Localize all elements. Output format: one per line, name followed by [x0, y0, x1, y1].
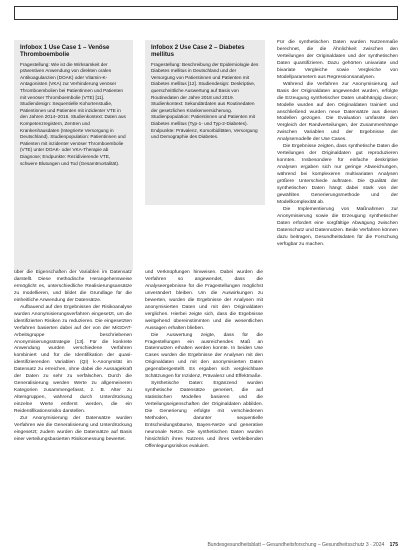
infobox-2-body: Fragestellung: Beschreibung der Epidemiologie des Diabetes mellitus in Deutschland und der Versorgung von Patientinnen und Patienten mit Diabetes mellitus [12]. Studiendesign: Deskriptive, querschnittliche Auswertung auf Basis von Routinedaten der Jahre 2018 und 2019. Studienkontext: Sekundärdaten aus Routinedaten der gesetzlichen Krankenversicherung. Studienpopulation: Patientinnen und Patienten mit Diabetes mellitus (Typ-1- und Typ-2-Diabetes). Endpunkte: Prävalenz, Komorbiditäten, Versorgung und Demographie des Diabetes.	[151, 61, 259, 140]
paragraph: Aufbauend auf den Ergebnissen der Risikoanalyse wurden Anonymisierungsverfahren eingesetzt, um die identifizierten Risiken zu reduzieren. Die eingesetzten Verfahren basierten dabei auf der von der MiGDAT-Arbeitsgruppe beschriebenen Anonymisierungsstrategie [13]. Für die konkrete Anwendung wurden verschiedene Verfahren kombiniert und für die Identifikation der quasi-identifizierenden Variablen (QI) k-Anonymität im Datensatz zu erreichen, ohne dabei die Aussagekraft der Daten zu sehr zu verfälschen. Durch die Generalisierung werden Werte zu allgemeineren Kategorien zusammengefasst, z. B. Alter zu Altersgruppen, während durch Unterdrückung einzelne Werte entfernt werden, die ein Reidentifikationsrisiko darstellen.	[14, 304, 132, 415]
paragraph: Zur Anonymisierung der Datensätze wurden Verfahren wie die Generalisierung und Unterdrückung eingesetzt; zudem wurden die Datensätze auf Basis einer verteilungsbasierten Risikomessung bewertet.	[14, 416, 132, 442]
text-column-3	[277, 40, 398, 249]
journal-citation: Bundesgesundheitsblatt – Gesundheitsforschung – Gesundheitsschutz 3 · 2024	[207, 542, 385, 548]
page-footer	[14, 542, 398, 548]
infobox-1-title: Infobox 1 Use Case 1 – Venöse Thromboembolie	[20, 44, 110, 59]
infobox-1-body: Fragestellung: Wie ist die Wirksamkeit der präventiven Anwendung von direkten oralen Antikoagulanzien (DOAK) oder Vitamin-K-Antagonisten (VKA) zur Verhinderung venöser Thromboembolien bei Patientinnen und Patienten mit venöser Thromboembolie (VTE) [11]. Studiendesign: Sequentielle Kohortenstudie, Patientinnen und Patienten mit inzidenter VTE in den Jahren 2014–2016. Studienkontext: Daten aus Kompetenzregistern, Zentren und Krankenhausdaten (Integrierte Versorgung in Deutschland). Studienpopulation: Patientinnen und Patienten mit inzidenter venöser Thromboembolie (VTE) unter DOAK- oder VKA-Therapie ab Diagnose; Endpunkte: Rezidivierende VTE, schwere Blutungen und Tod (Gesamtmortalität).	[20, 61, 126, 166]
paragraph: Die Auswertung zeigte, dass für die Fragestellungen ein ausreichendes Maß an Datennutzen erhalten werden konnte. In beiden Use Cases wurden die Ergebnisse der Analysen mit den Originaldaten und mit den anonymisierten Daten gegenübergestellt. Es ergaben sich vergleichbare Schätzungen für Inzidenz, Prävalenz und Effektmaße.	[145, 332, 263, 380]
infobox-1	[14, 40, 133, 270]
paragraph: über die Eigenschaften der Variablen im Datensatz darstellt. Diese methodische Herangehensweise ermöglicht es, unterschiedliche Realisierungsansätze zu modellieren, und bildet die Grundlage für die einheitliche Anwendung der Datensätze.	[14, 270, 132, 303]
paragraph: Die Implementierung von Maßnahmen zur Anonymisierung sowie die Erzeugung synthetischer Daten erfordert eine sorgfältige Abwägung zwischen Datenschutz und Datennutzen. Beide Verfahren können dazu beitragen, Gesundheitsdaten für die Forschung verfügbar zu machen.	[277, 206, 398, 247]
paragraph: Während die Verfahren zur Anonymisierung auf Basis der Originaldaten angewendet wurden, erfolgte die Erzeugung synthetischer Daten unabhängig davon; Modelle wurden auf den Originaldaten trainiert und anschließend wurden neue Datensätze aus diesen Modellen gezogen. Die Evaluation umfasste den Vergleich der Randverteilungen, der Zusammenhänge zwischen Variablen und der Ergebnisse der Analysemodelle der Use Cases.	[277, 81, 398, 143]
paragraph: und Verknüpfungen hinweisen. Dabei wurden die Verfahren so angewendet, dass die Analyseergebnisse für die Fragestellungen möglichst unverändert bleiben. Um die Auswirkungen zu bewerten, wurden die Ergebnisse der Analysen mit anonymisierten Daten und mit den Originaldaten verglichen. Hierbei zeigte sich, dass die Ergebnisse weitgehend übereinstimmten und die wesentlichen Aussagen erhalten blieben.	[145, 270, 263, 331]
text-column-2	[145, 270, 263, 451]
infobox-2-title: Infobox 2 Use Case 2 – Diabetes mellitus	[151, 44, 245, 59]
infobox-2	[145, 40, 265, 205]
paragraph: Für die synthetischen Daten wurden Nutzenmaße berechnet, die die Ähnlichkeit zwischen den Verteilungen der Originaldaten und der synthetischen Daten quantifizieren. Dazu gehörten univariate und bivariate Vergleiche sowie Vergleiche von Modellparametern aus Regressionsanalysen.	[277, 40, 398, 80]
paragraph: Synthetische Daten: Ergänzend wurden synthetische Datensätze generiert, die auf statistischen Modellen basieren und die Verteilungseigenschaften der Originaldaten abbilden. Die Generierung erfolgte mit verschiedenen Methoden, darunter sequentielle Entscheidungsbäume, Bayes-Netze und generative neuronale Netze. Die synthetischen Daten wurden hinsichtlich ihres Nutzens und ihres verbleibenden Offenlegungsrisikos evaluiert.	[145, 381, 263, 449]
page-number: 175	[389, 542, 398, 548]
header-frame	[14, 6, 398, 20]
paragraph: Die Ergebnisse zeigten, dass synthetische Daten die Verteilungen der Originaldaten gut reproduzieren konnten. Insbesondere für einfache deskriptive Analysen ergaben sich nur geringe Abweichungen, während bei komplexeren multivariaten Analysen größere Unterschiede auftraten. Die Qualität der synthetischen Daten hängt dabei stark von der gewählten Generierungsmethode und der Modellkomplexität ab.	[277, 144, 398, 205]
text-column-1	[14, 270, 132, 444]
